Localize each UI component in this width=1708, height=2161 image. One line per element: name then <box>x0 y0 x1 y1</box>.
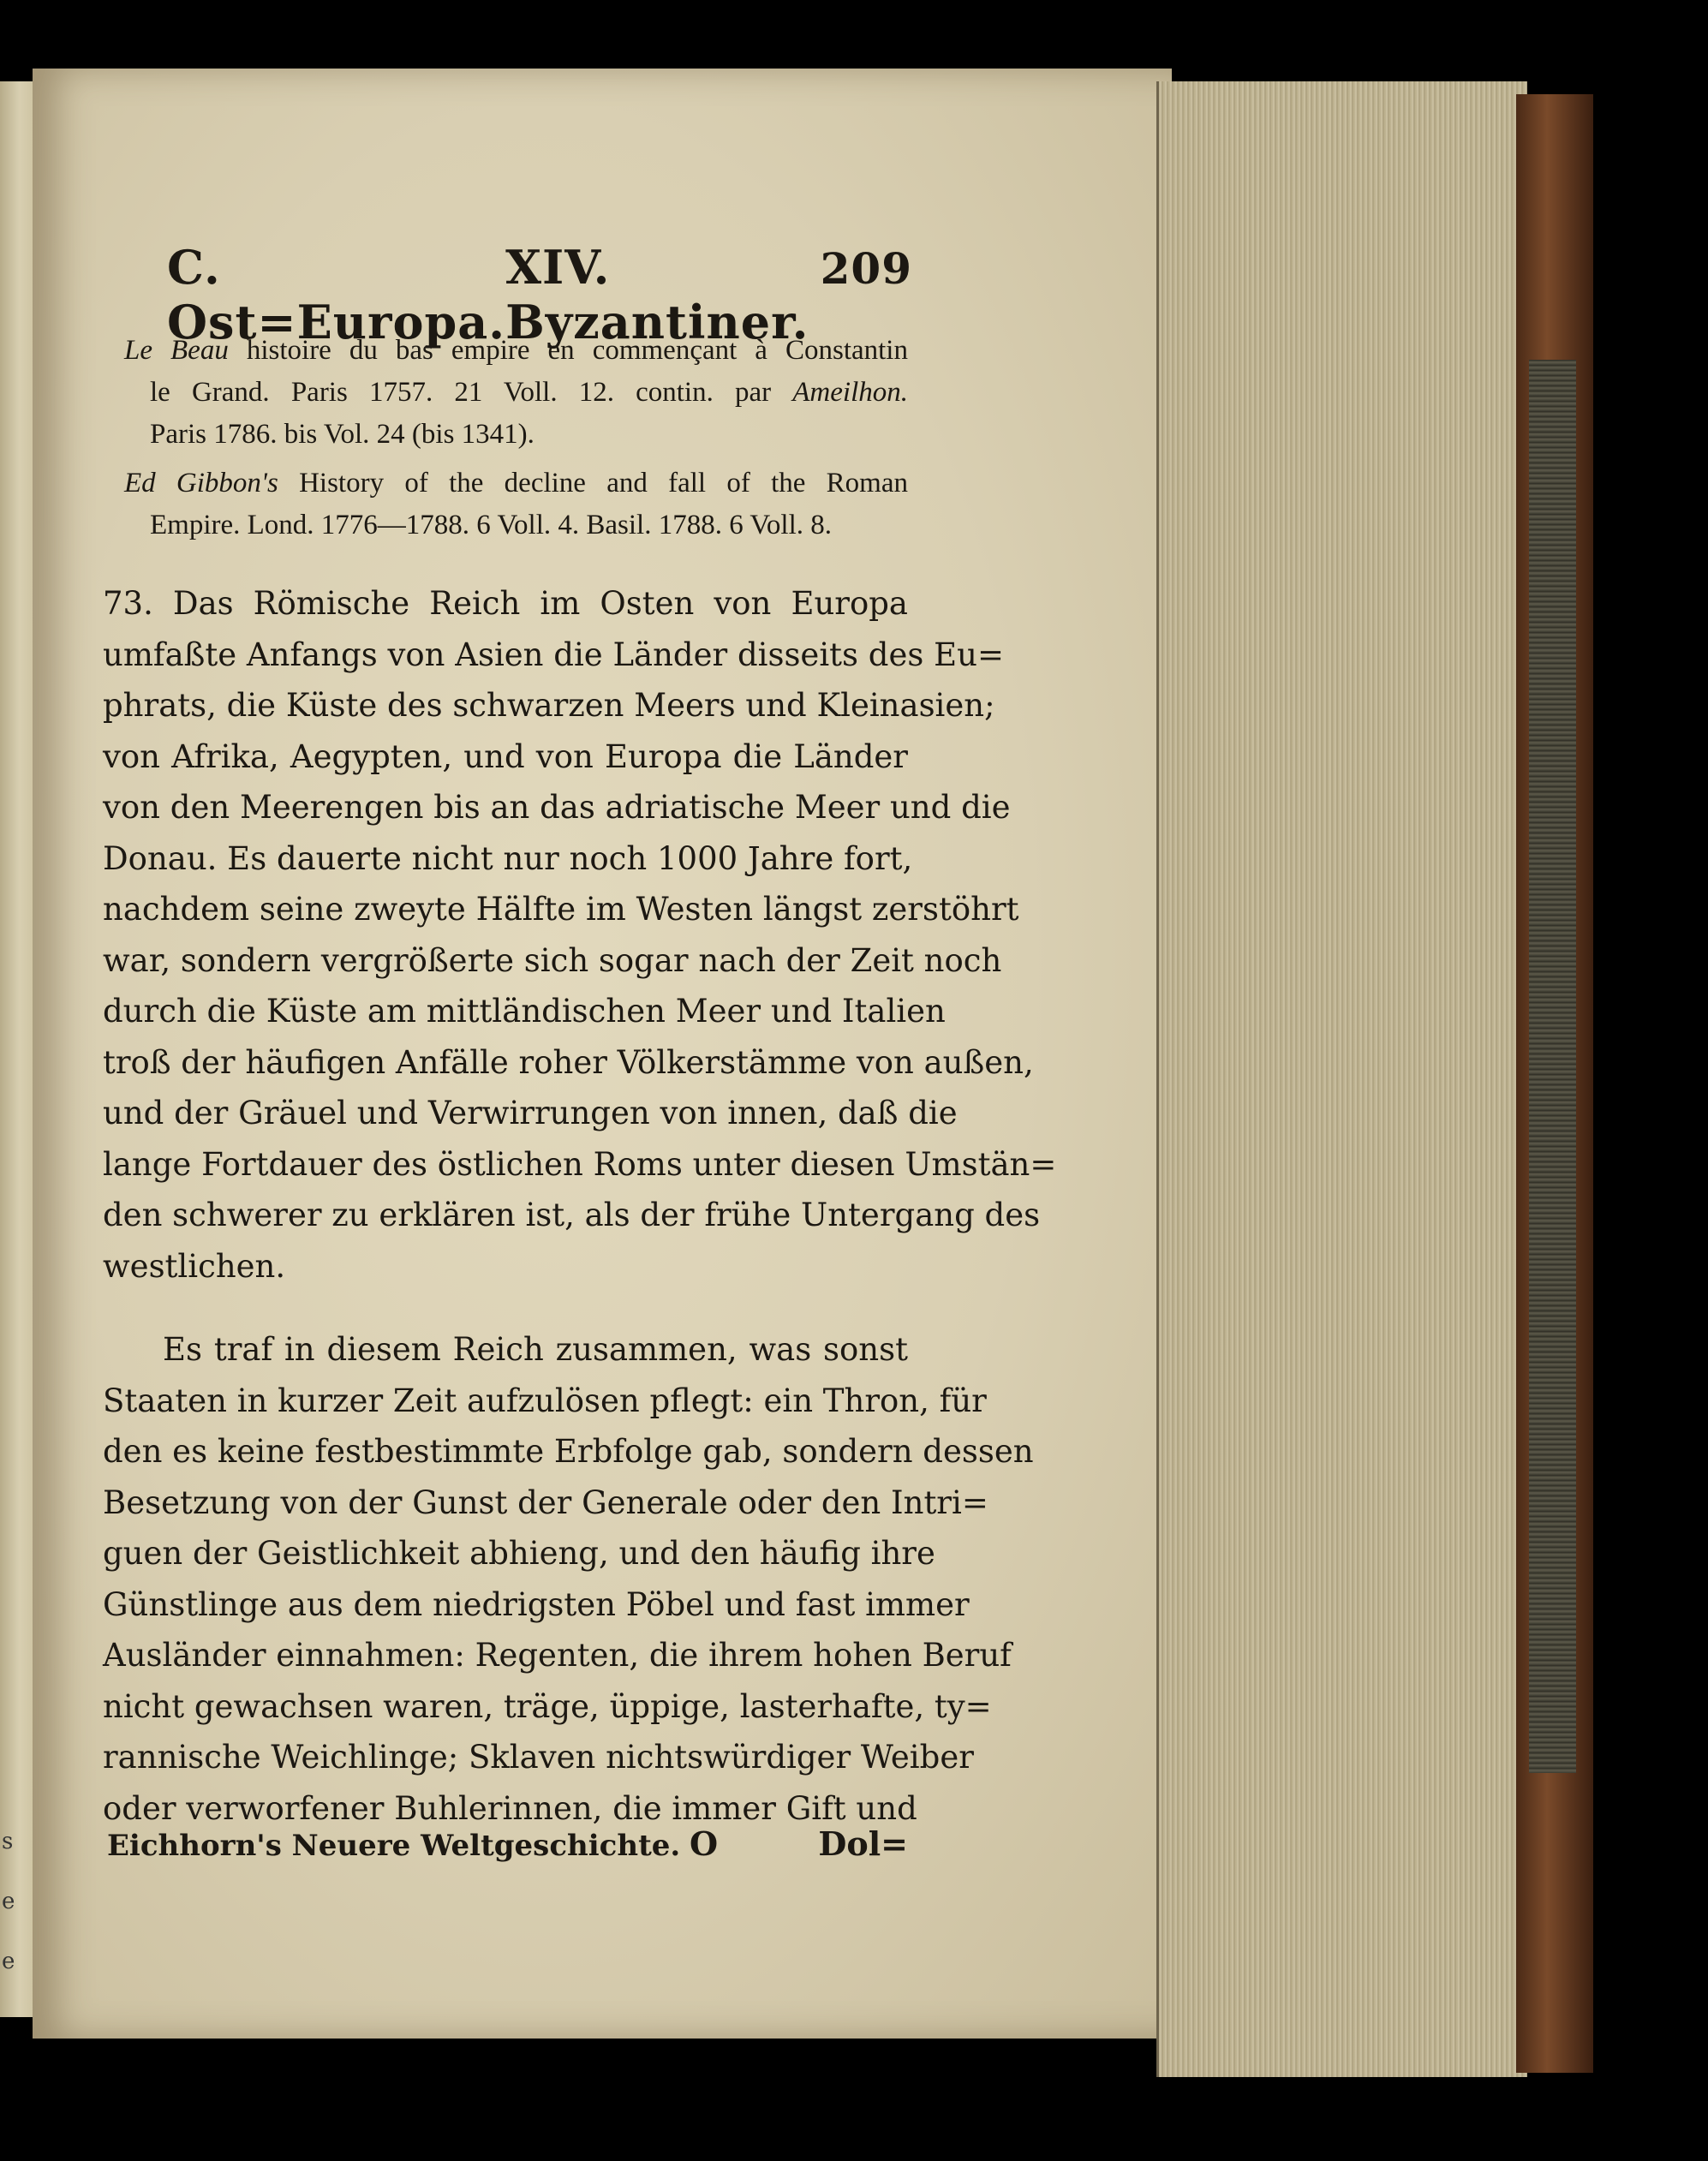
catchword: Dol= <box>818 1824 908 1863</box>
bib-continuator: Ameilhon. <box>792 377 908 408</box>
page-footer <box>107 1824 908 1863</box>
body-text <box>103 578 1057 1834</box>
footer-title: Eichhorn's Neuere Weltgeschichte. <box>107 1829 681 1863</box>
text-line: oder verworfener Buhlerinnen, die immer Gift und <box>103 1789 917 1827</box>
paragraph-2 <box>103 1324 1034 1834</box>
text-line: nachdem seine zweyte Hälfte im Westen längst zerstöhrt <box>103 891 1019 928</box>
text-line: Besetzung von der Gunst der Generale oder den Intri= <box>103 1483 988 1521</box>
text-line: Günstlinge aus dem niedrigsten Pöbel und fast immer <box>103 1585 970 1623</box>
running-head <box>167 240 912 349</box>
text-line: Donau. Es dauerte nicht nur noch 1000 Jahre fort, <box>103 839 913 877</box>
bibliography <box>124 330 908 553</box>
bib-entry-gibbon <box>124 463 908 546</box>
bib-line: Le Beau histoire du bas empire en commençant à Constantin <box>124 335 908 366</box>
text-line: Ausländer einnahmen: Regenten, die ihrem hohen Beruf <box>103 1637 1012 1674</box>
text-line: phrats, die Küste des schwarzen Meers und Kleinasien; <box>103 687 995 724</box>
signature-mark: O <box>690 1824 719 1863</box>
text-line: rannische Weichlinge; Sklaven nichtswürdiger Weiber <box>103 1739 974 1776</box>
text-line: durch die Küste am mittländischen Meer und Italien <box>103 993 946 1030</box>
bib-entry-lebeau <box>124 330 908 456</box>
page-number: 209 <box>820 243 912 294</box>
text-line: und der Gräuel und Verwirrungen von innen, daß die <box>103 1095 958 1131</box>
text-line: 73. Das Römische Reich im Osten von Europa <box>103 585 908 622</box>
running-head-section: C. Ost=Europa. <box>167 240 506 349</box>
left-mark: s <box>2 1829 14 1854</box>
text-line: von Afrika, Aegypten, und von Europa die Länder <box>103 737 908 775</box>
text-line: troß der häufigen Anfälle roher Völkerstämme von außen, <box>103 1043 1034 1081</box>
left-mark: e <box>2 1949 15 1974</box>
running-head-chapter: XIV. Byzantiner. <box>505 240 809 349</box>
bib-line: Ed Gibbon's History of the decline and fall of the Roman <box>124 468 908 498</box>
text-line: lange Fortdauer des östlichen Roms unter diesen Umstän= <box>103 1145 1057 1183</box>
text-line: Staaten in kurzer Zeit aufzulösen pflegt: ein Thron, für <box>103 1382 987 1419</box>
bib-line: Paris 1786. bis Vol. 24 (bis 1341). <box>150 419 534 450</box>
bib-line: Empire. Lond. 1776—1788. 6 Voll. 4. Basil. 1788. 6 Voll. 8. <box>150 510 833 540</box>
text-line: den schwerer zu erklären ist, als der frühe Untergang des <box>103 1197 1041 1233</box>
text-line: umfaßte Anfangs von Asien die Länder disseits des Eu= <box>103 636 1004 673</box>
text-line: war, sondern vergrößerte sich sogar nach der Zeit noch <box>103 941 1002 979</box>
text-line: guen der Geistlichkeit abhieng, und den häufig ihre <box>103 1535 935 1572</box>
bib-author: Ed Gibbon's <box>124 468 278 498</box>
left-mark: e <box>2 1889 15 1914</box>
bib-line: le Grand. Paris 1757. 21 Voll. 12. contin. par Ameilhon. <box>150 377 908 408</box>
text-line: von den Meerengen bis an das adriatische Meer und die <box>103 789 1011 826</box>
bib-author: Le Beau <box>124 335 229 366</box>
text-line: Es traf in diesem Reich zusammen, was sonst <box>163 1331 908 1368</box>
text-line: den es keine festbestimmte Erbfolge gab, sondern dessen <box>103 1433 1034 1470</box>
text-line: nicht gewachsen waren, träge, üppige, lasterhafte, ty= <box>103 1687 992 1725</box>
text-line: westlichen. <box>103 1247 286 1285</box>
paragraph-73 <box>103 578 1057 1292</box>
